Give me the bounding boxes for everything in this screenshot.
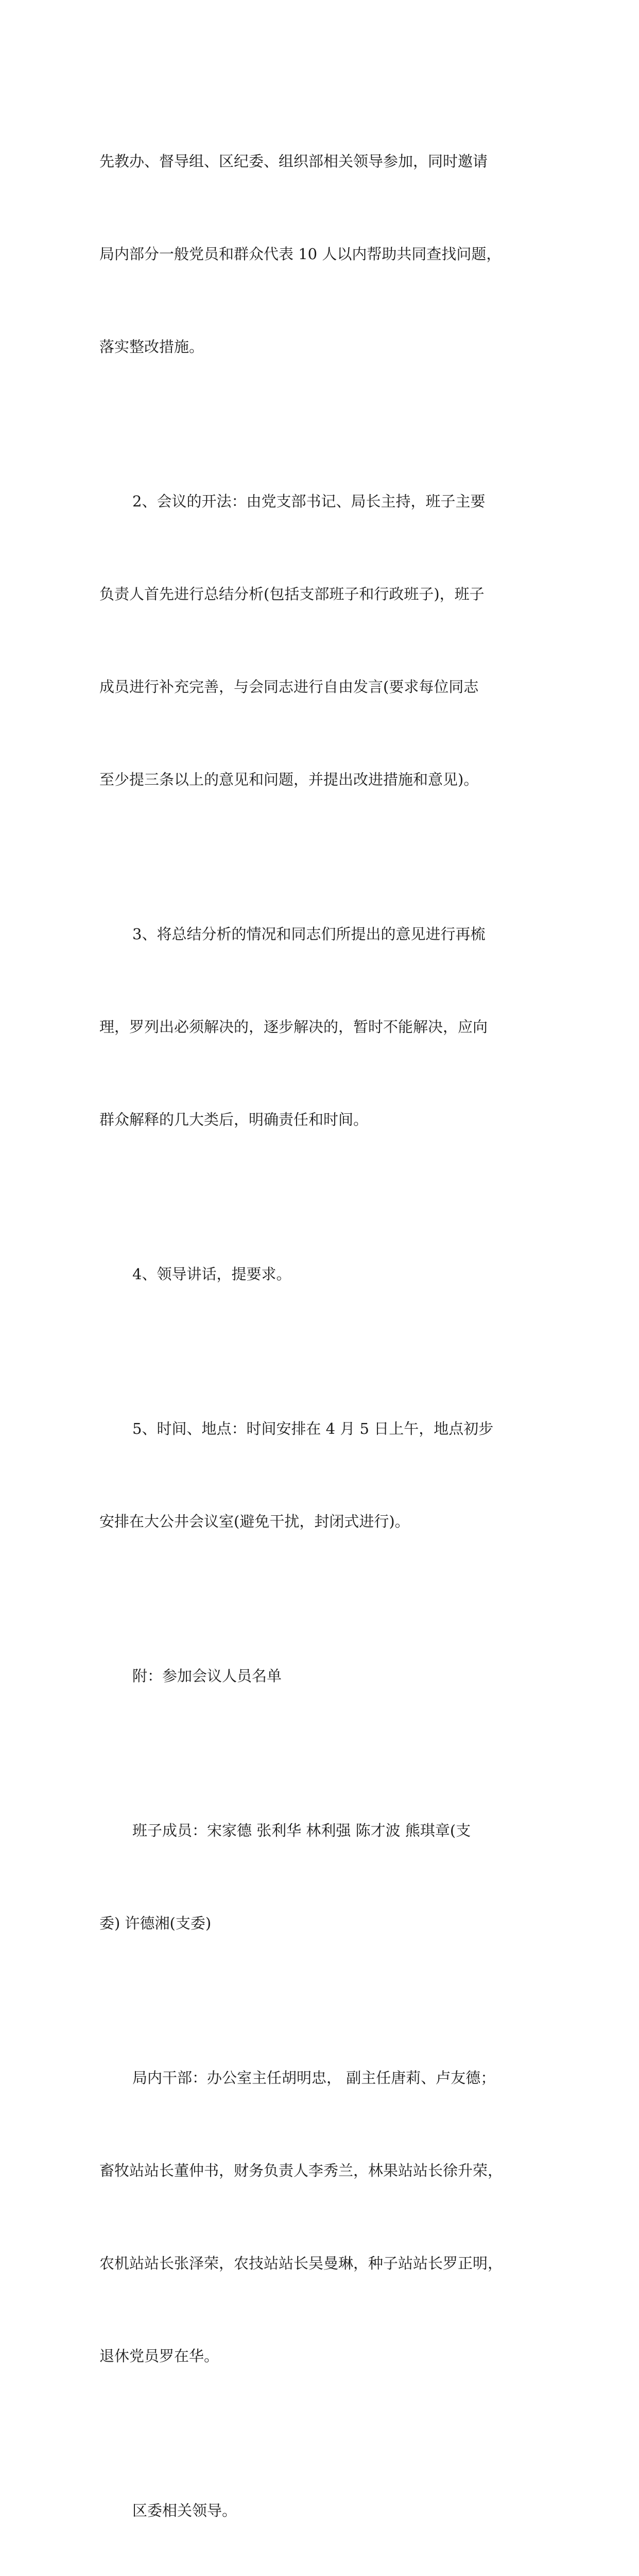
paragraph-team-members xyxy=(99,1753,545,2001)
paragraph-leader-speech xyxy=(99,1197,545,1351)
text-line: 委) 许德湘(支委) xyxy=(99,1914,212,1932)
paragraph-bureau-staff xyxy=(99,2001,545,2433)
text-line: 落实整改措施。 xyxy=(99,338,204,355)
paragraph-attachment-heading xyxy=(99,1599,545,1753)
text-line: 局内部分一般党员和群众代表 10 人以内帮助共同查找问题， xyxy=(99,245,502,263)
text-line: 5、时间、地点：时间安排在 4 月 5 日上午，地点初步 xyxy=(132,1420,494,1437)
text-line: 先教办、督导组、区纪委、组织部相关领导参加，同时邀请 xyxy=(99,152,488,170)
document-body xyxy=(99,84,545,2576)
paragraph-meeting-method xyxy=(99,424,545,857)
text-line: 局内干部：办公室主任胡明忠， 副主任唐莉、卢友德； xyxy=(132,2069,496,2087)
text-line: 农机站站长张泽荣，农技站站长吴曼琳，种子站站长罗正明， xyxy=(99,2255,503,2272)
paragraph-invitees xyxy=(99,84,545,424)
text-line: 退休党员罗在华。 xyxy=(99,2347,219,2365)
paragraph-time-place xyxy=(99,1351,545,1599)
text-line: 班子成员：宋家德 张利华 林利强 陈才波 熊琪章(支 xyxy=(132,1822,471,1839)
text-line: 2、会议的开法：由党支部书记、局长主持，班子主要 xyxy=(132,493,486,510)
text-line: 至少提三条以上的意见和问题，并提出改进措施和意见)。 xyxy=(99,771,479,788)
text-line: 群众解释的几大类后，明确责任和时间。 xyxy=(99,1111,369,1128)
text-line: 附：参加会议人员名单 xyxy=(132,1667,282,1685)
text-line: 区委相关领导。 xyxy=(132,2502,237,2519)
text-line: 4、领导讲话，提要求。 xyxy=(132,1265,291,1283)
text-line: 成员进行补充完善，与会同志进行自由发言(要求每位同志 xyxy=(99,678,479,696)
paragraph-district-leaders xyxy=(99,2433,545,2576)
text-line: 3、将总结分析的情况和同志们所提出的意见进行再梳 xyxy=(132,925,486,943)
text-line: 畜牧站站长董仲书，财务负责人李秀兰，林果站站长徐升荣， xyxy=(99,2162,503,2179)
paragraph-review xyxy=(99,857,545,1197)
text-line: 负责人首先进行总结分析(包括支部班子和行政班子)，班子 xyxy=(99,585,485,603)
text-line: 理，罗列出必须解决的，逐步解决的，暂时不能解决，应向 xyxy=(99,1018,488,1036)
text-line: 安排在大公井会议室(避免干扰，封闭式进行)。 xyxy=(99,1513,410,1530)
